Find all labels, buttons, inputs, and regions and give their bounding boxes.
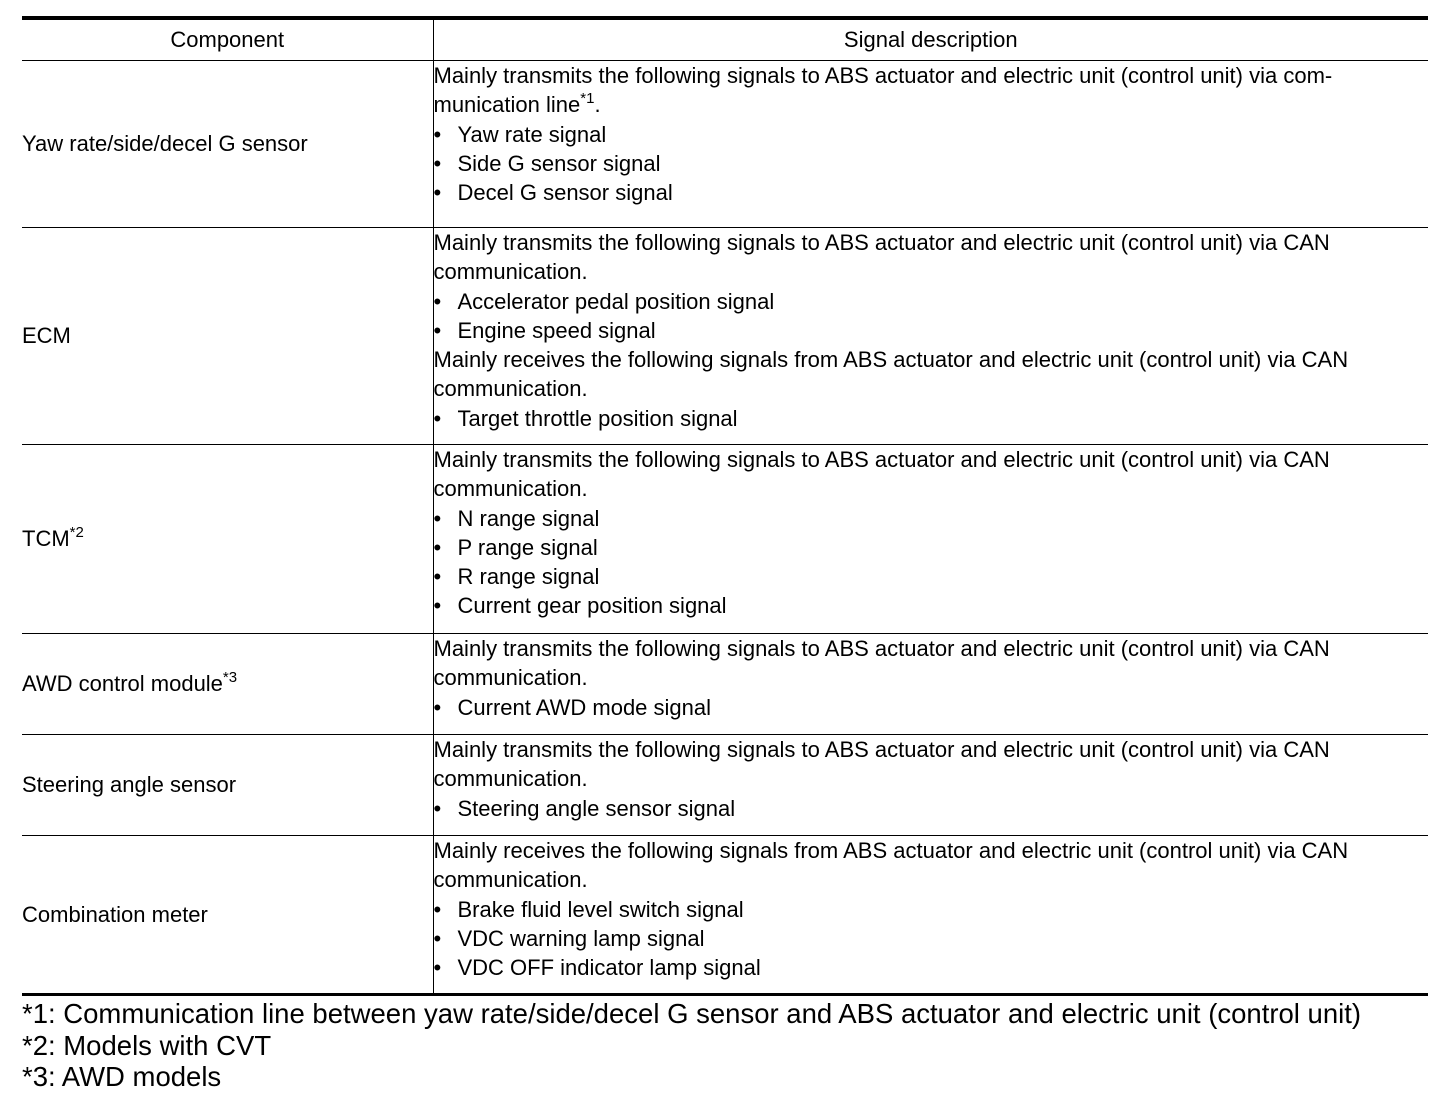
table-row bbox=[22, 61, 1428, 228]
footnote: *1: Communication line between yaw rate/side/decel G sensor and ABS actuator and electric unit (control unit) bbox=[22, 998, 1362, 1029]
component-cell bbox=[22, 61, 433, 228]
bullet-item bbox=[434, 794, 1429, 823]
bullet-icon: • bbox=[433, 505, 442, 531]
bullet-item bbox=[434, 924, 1429, 953]
component-name: TCM bbox=[22, 526, 70, 552]
component-cell bbox=[22, 228, 433, 445]
line-text: communication. bbox=[433, 376, 588, 402]
description-cell bbox=[433, 61, 1428, 228]
line-text: Side G sensor signal bbox=[457, 150, 661, 176]
description-text bbox=[434, 836, 1429, 865]
line-text: munication line bbox=[433, 92, 581, 118]
bullet-item bbox=[434, 287, 1429, 316]
description-text bbox=[434, 634, 1429, 663]
table-header-row bbox=[22, 18, 1428, 61]
component-name: Steering angle sensor bbox=[22, 772, 237, 798]
bullet-icon: • bbox=[433, 288, 442, 314]
header-component: Component bbox=[22, 18, 433, 61]
bullet-icon: • bbox=[433, 925, 442, 951]
line-text-suffix: . bbox=[594, 92, 601, 118]
description-text bbox=[434, 735, 1429, 764]
line-text: Brake fluid level switch signal bbox=[457, 896, 744, 922]
line-text: R range signal bbox=[457, 564, 600, 590]
line-text: Mainly transmits the following signals to ABS actuator and electric unit (control unit) via com- bbox=[433, 63, 1333, 88]
bullet-item bbox=[434, 504, 1429, 533]
component-cell bbox=[22, 836, 433, 995]
description-text bbox=[434, 663, 1429, 692]
description-text bbox=[434, 61, 1429, 90]
footnotes bbox=[22, 998, 1361, 1093]
description-text bbox=[434, 474, 1429, 503]
footnote-ref: *3 bbox=[222, 669, 238, 687]
bullet-icon: • bbox=[433, 795, 442, 821]
description-text bbox=[434, 865, 1429, 894]
table-row bbox=[22, 228, 1428, 445]
bullet-item bbox=[434, 316, 1429, 345]
line-text: communication. bbox=[433, 766, 588, 792]
bullet-icon: • bbox=[433, 405, 442, 431]
description-text bbox=[434, 374, 1429, 403]
line-text: Mainly transmits the following signals to ABS actuator and electric unit (control unit) via CAN bbox=[433, 447, 1330, 472]
line-text: Steering angle sensor signal bbox=[457, 795, 736, 821]
bullet-icon: • bbox=[433, 694, 442, 720]
bullet-item bbox=[434, 120, 1429, 149]
bullet-item bbox=[434, 895, 1429, 924]
line-text: VDC OFF indicator lamp signal bbox=[457, 955, 761, 981]
table-row bbox=[22, 836, 1428, 995]
description-text bbox=[434, 445, 1429, 474]
component-cell bbox=[22, 735, 433, 836]
description-cell bbox=[433, 735, 1428, 836]
line-text: communication. bbox=[433, 867, 588, 893]
line-text: P range signal bbox=[457, 534, 598, 560]
line-text: Mainly transmits the following signals to ABS actuator and electric unit (control unit) via CAN bbox=[433, 230, 1330, 255]
line-text: Mainly receives the following signals from ABS actuator and electric unit (control unit) via CAN bbox=[433, 347, 1349, 373]
footnote: *3: AWD models bbox=[22, 1061, 222, 1092]
table-row bbox=[22, 735, 1428, 836]
bullet-icon: • bbox=[433, 564, 442, 590]
line-text: Mainly transmits the following signals to ABS actuator and electric unit (control unit) via CAN bbox=[433, 636, 1330, 661]
description-cell bbox=[433, 228, 1428, 445]
footnote-ref: *2 bbox=[69, 524, 84, 542]
component-cell bbox=[22, 445, 433, 634]
line-text: N range signal bbox=[457, 505, 600, 531]
description-text bbox=[434, 257, 1429, 286]
line-text: Decel G sensor signal bbox=[457, 180, 673, 206]
component-name: Yaw rate/side/decel G sensor bbox=[22, 131, 308, 157]
line-text: communication. bbox=[433, 259, 588, 285]
table-body bbox=[22, 61, 1428, 995]
component-name: AWD control module bbox=[22, 671, 223, 697]
line-text: communication. bbox=[433, 476, 588, 502]
footnote: *2: Models with CVT bbox=[22, 1029, 272, 1061]
bullet-icon: • bbox=[433, 534, 442, 560]
bullet-icon: • bbox=[433, 180, 442, 206]
line-text: Target throttle position signal bbox=[457, 405, 738, 431]
bullet-icon: • bbox=[433, 121, 442, 147]
bullet-icon: • bbox=[433, 593, 442, 619]
description-cell bbox=[433, 836, 1428, 995]
component-name: Combination meter bbox=[22, 901, 208, 927]
line-text: Mainly transmits the following signals to ABS actuator and electric unit (control unit) via CAN bbox=[433, 737, 1330, 762]
line-text: Mainly receives the following signals from ABS actuator and electric unit (control unit) via CAN bbox=[433, 838, 1349, 863]
line-text: communication. bbox=[433, 665, 588, 691]
line-text: Current gear position signal bbox=[457, 593, 727, 619]
bullet-icon: • bbox=[433, 150, 442, 176]
description-text bbox=[434, 90, 1429, 119]
table-row bbox=[22, 445, 1428, 634]
description-cell bbox=[433, 445, 1428, 634]
table-row bbox=[22, 634, 1428, 735]
line-text: Engine speed signal bbox=[457, 317, 656, 343]
description-cell bbox=[433, 634, 1428, 735]
bullet-item bbox=[434, 562, 1429, 591]
signal-table bbox=[22, 16, 1428, 996]
line-text: VDC warning lamp signal bbox=[457, 925, 705, 951]
bullet-item bbox=[434, 404, 1429, 433]
bullet-item bbox=[434, 591, 1429, 620]
line-text: Accelerator pedal position signal bbox=[457, 288, 775, 314]
bullet-item bbox=[434, 149, 1429, 178]
description-text bbox=[434, 764, 1429, 793]
footnote-ref: *1 bbox=[580, 90, 595, 108]
line-text: Yaw rate signal bbox=[457, 121, 607, 147]
description-text bbox=[434, 345, 1429, 374]
component-cell bbox=[22, 634, 433, 735]
bullet-item bbox=[434, 533, 1429, 562]
bullet-item bbox=[434, 953, 1429, 982]
bullet-item bbox=[434, 178, 1429, 207]
header-signal-description: Signal description bbox=[433, 18, 1428, 61]
bullet-item bbox=[434, 693, 1429, 722]
description-text bbox=[434, 228, 1429, 257]
bullet-icon: • bbox=[433, 896, 442, 922]
component-name: ECM bbox=[22, 323, 71, 349]
bullet-icon: • bbox=[433, 317, 442, 343]
bullet-icon: • bbox=[433, 955, 442, 981]
line-text: Current AWD mode signal bbox=[457, 694, 712, 720]
